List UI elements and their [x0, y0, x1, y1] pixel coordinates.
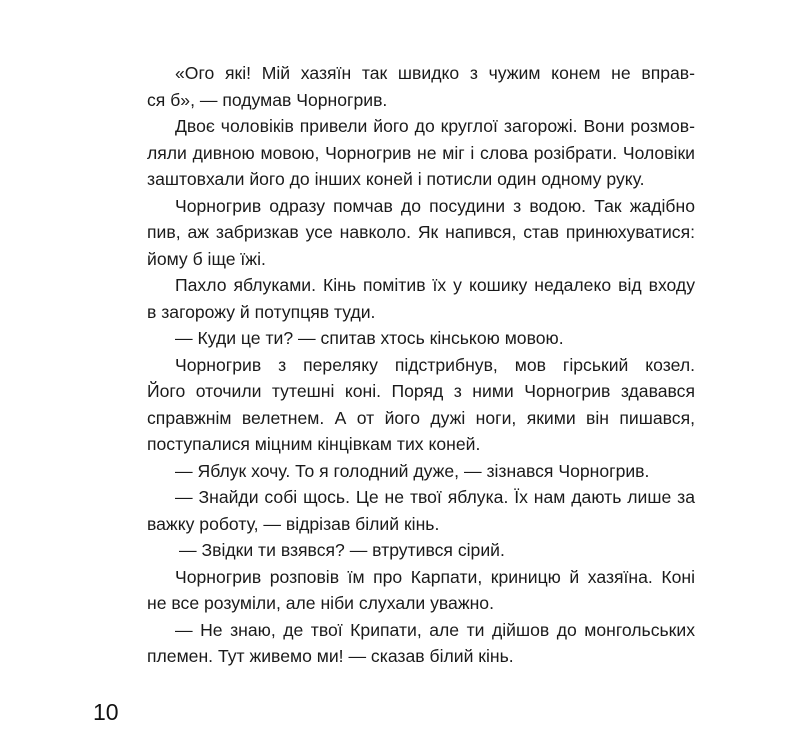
text-line: Пахло яблуками. Кінь помітив їх у кошику недалеко від входу — [175, 275, 695, 295]
text-line: ляли дивною мовою, Чорногрив не міг і слова розібрати. Чоловіки — [147, 142, 695, 163]
text-line: не все розуміли, але ніби слухали уважно. — [147, 593, 494, 613]
text-line: Чорногрив одразу помчав до посудини з водою. Так жадібно — [175, 195, 695, 216]
text-line: — Яблук хочу. То я голодний дуже, — зізнався Чорногрив. — [175, 460, 650, 481]
text-line: справжнім велетнем. А от його дужі ноги, якими він пишався, — [147, 407, 695, 428]
text-line: Двоє чоловіків привели його до круглої загорожі. Вони розмов- — [175, 116, 695, 136]
text-line: йому б іще їжі. — [147, 248, 266, 269]
text-line: важку роботу, — відрізав білий кінь. — [147, 513, 440, 534]
body-text — [147, 60, 695, 670]
text-line: — Знайди собі щось. Це не твої яблука. Їх нам дають лише за — [175, 487, 695, 507]
page-number: 10 — [93, 699, 119, 725]
text-line: «Ого які! Мій хазяїн так швидко з чужим конем не вправ- — [175, 63, 695, 83]
text-line: — Не знаю, де твої Крипати, але ти дійшов до монгольських — [175, 619, 695, 640]
text-line: племен. Тут живемо ми! — сказав білий кінь. — [147, 646, 514, 666]
text-line: Чорногрив з переляку підстрибнув, мов гірський козел. — [175, 354, 695, 375]
text-line: — Звідки ти взявся? — втрутився сірий. — [179, 540, 505, 560]
text-line: — Куди це ти? — спитав хтось кінською мовою. — [175, 328, 564, 348]
text-line: ся б», — подумав Чорногрив. — [147, 89, 388, 110]
text-line: пив, аж забризкав усе навколо. Як напився, став принюхуватися: — [147, 222, 695, 242]
text-line: поступалися міцним кінцівкам тих коней. — [147, 434, 481, 454]
text-line: заштовхали його до інших коней і потисли один одному руку. — [147, 169, 645, 189]
text-line: Його оточили тутешні коні. Поряд з ними Чорногрив здавався — [147, 381, 695, 401]
text-line: в загорожу й потупцяв туди. — [147, 301, 376, 322]
text-line: Чорногрив розповів їм про Карпати, криницю й хазяїна. Коні — [175, 566, 695, 587]
